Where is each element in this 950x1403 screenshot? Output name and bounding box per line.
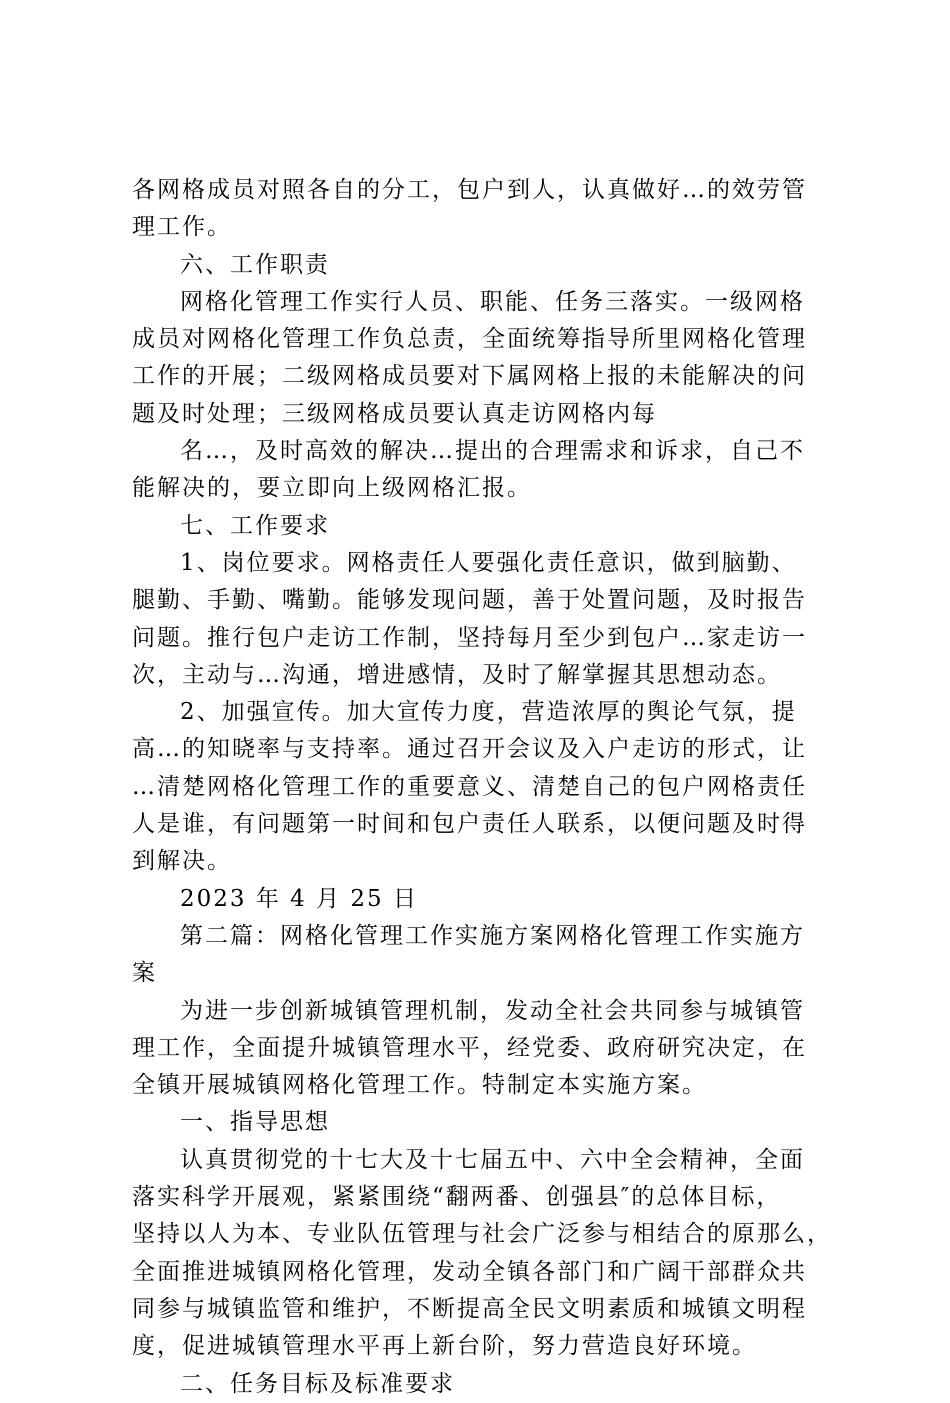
text-line: 高…的知晓率与支持率。通过召开会议及入户走访的形式，让 [132, 736, 807, 763]
text-line: …清楚网格化管理工作的重要意义、清楚自己的包户网格责任 [132, 773, 807, 800]
section-heading: 二、任务目标及标准要求 [180, 1370, 455, 1397]
chapter-title: 案 [132, 960, 157, 987]
document-page [132, 172, 832, 1403]
document-date: 2023 年 4 月 25 日 [180, 885, 418, 912]
text-line: 网格化管理工作实行人员、职能、任务三落实。一级网格 [180, 288, 805, 315]
text-line: 落实科学开展观，紧紧围绕“翻两番、创强县″的总体目标， [132, 1184, 782, 1211]
text-line: 理工作，全面提升城镇管理水平，经党委、政府研究决定，在 [132, 1034, 807, 1061]
text-line: 1、岗位要求。网格责任人要强化责任意识，做到脑勤、 [180, 549, 797, 576]
text-line: 为进一步创新城镇管理机制，发动全社会共同参与城镇管 [180, 997, 805, 1024]
text-line: 全镇开展城镇网格化管理工作。特制定本实施方案。 [132, 1072, 707, 1099]
section-heading: 一、指导思想 [180, 1109, 330, 1136]
text-line: 同参与城镇监管和维护，不断提高全民文明素质和城镇文明程 [132, 1295, 807, 1322]
text-line: 能解决的，要立即向上级网格汇报。 [132, 475, 532, 502]
text-line: 名…，及时高效的解决…提出的合理需求和诉求，自己不 [180, 438, 805, 465]
text-line: 坚持以人为本、专业队伍管理与社会广泛参与相结合的原那么， [132, 1221, 832, 1248]
section-heading: 七、工作要求 [180, 512, 330, 539]
text-line: 腿勤、手勤、嘴勤。能够发现问题，善于处置问题，及时报告 [132, 587, 807, 614]
text-line: 题及时处理；三级网格成员要认真走访网格内每 [132, 400, 657, 427]
text-line: 2、加强宣传。加大宣传力度，营造浓厚的舆论气氛，提 [180, 699, 797, 726]
chapter-title: 第二篇：网格化管理工作实施方案网格化管理工作实施方 [180, 922, 805, 949]
text-line: 工作的开展；二级网格成员要对下属网格上报的未能解决的问 [132, 363, 807, 390]
text-line: 认真贯彻党的十七大及十七届五中、六中全会精神，全面 [180, 1146, 805, 1173]
text-line: 全面推进城镇网格化管理，发动全镇各部门和广阔干部群众共 [132, 1258, 807, 1285]
text-line: 成员对网格化管理工作负总责，全面统筹指导所里网格化管理 [132, 326, 807, 353]
text-line: 到解决。 [132, 848, 232, 875]
text-line: 理工作。 [132, 214, 232, 241]
text-line: 度，促进城镇管理水平再上新台阶，努力营造良好环境。 [132, 1333, 757, 1360]
section-heading: 六、工作职责 [180, 251, 330, 278]
text-line: 人是谁，有问题第一时间和包户责任人联系，以便问题及时得 [132, 811, 807, 838]
text-line: 各网格成员对照各自的分工，包户到人，认真做好…的效劳管 [132, 177, 807, 203]
text-line: 次，主动与…沟通，增进感情，及时了解掌握其思想动态。 [132, 661, 782, 688]
text-line: 问题。推行包户走访工作制，坚持每月至少到包户…家走访一 [132, 624, 807, 651]
